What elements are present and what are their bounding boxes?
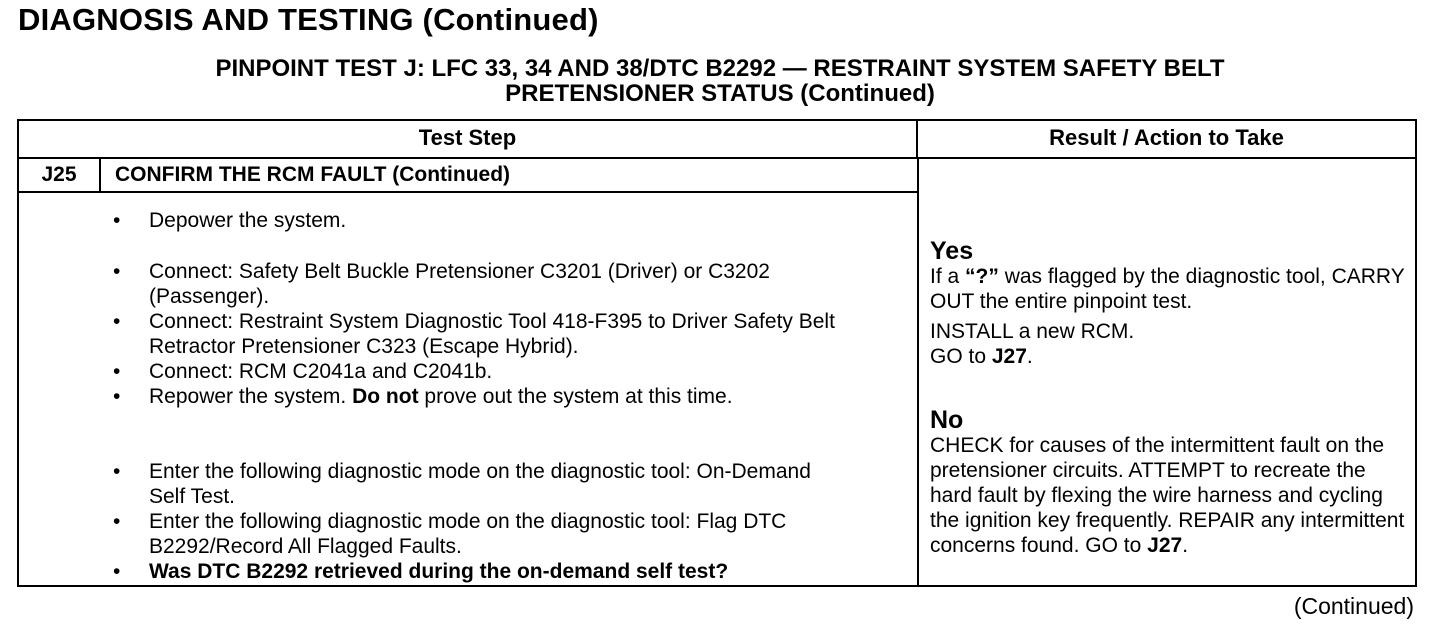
step-divider	[19, 191, 917, 193]
step-item	[113, 259, 839, 309]
step-emphasis: Do not	[352, 385, 419, 408]
continued-label: (Continued)	[1293, 593, 1414, 619]
yes-action: INSTALL a new RCM.	[930, 320, 1135, 343]
pinpoint-test-title	[0, 56, 1440, 106]
bullet-icon: •	[113, 260, 121, 283]
column-divider	[917, 157, 919, 587]
step-text: Depower the system.	[149, 209, 347, 232]
step-question: Was DTC B2292 retrieved during the on-demand self test?	[149, 560, 729, 583]
header-result-action: Result / Action to Take	[1049, 125, 1284, 150]
step-text: prove out the system at this time.	[424, 385, 733, 408]
step-text: Enter the following diagnostic mode on the diagnostic tool: On-Demand Self Test.	[149, 460, 811, 508]
step-name: CONFIRM THE RCM FAULT (Continued)	[115, 163, 511, 186]
step-item	[113, 208, 889, 233]
no-heading: No	[930, 406, 964, 434]
bullet-icon: •	[113, 209, 121, 232]
bullet-icon: •	[113, 310, 121, 333]
step-text: Repower the system.	[149, 385, 347, 408]
no-text: CHECK for causes of the intermittent fault on the pretensioner circuits. ATTEMPT to recreate the hard fault by flexing the wire harness and cycling the ignition key frequently. REPAIR any intermittent concerns found. GO to J27.	[930, 434, 1405, 557]
bullet-icon: •	[113, 385, 121, 408]
bullet-icon: •	[113, 460, 121, 483]
yes-text: If a “?” was flagged by the diagnostic tool, CARRY OUT the entire pinpoint test.	[930, 265, 1405, 313]
bullet-icon: •	[113, 560, 121, 583]
subtitle-line-2: PRETENSIONER STATUS (Continued)	[505, 80, 935, 107]
step-text: Connect: RCM C2041a and C2041b.	[149, 360, 493, 383]
step-text: Connect: Safety Belt Buckle Pretensioner C3201 (Driver) or C3202 (Passenger).	[149, 260, 770, 308]
subtitle-line-1: PINPOINT TEST J: LFC 33, 34 AND 38/DTC B2292 — RESTRAINT SYSTEM SAFETY BELT	[215, 55, 1225, 82]
yes-heading: Yes	[930, 237, 974, 265]
step-item	[113, 459, 829, 509]
pinpoint-test-table	[17, 119, 1417, 587]
result-no	[930, 407, 1410, 558]
bullet-icon: •	[113, 510, 121, 533]
step-text: Connect: Restraint System Diagnostic Tool 418-F395 to Driver Safety Belt Retractor Pretensioner C323 (Escape Hybrid).	[149, 310, 835, 358]
result-yes	[930, 238, 1410, 369]
step-item	[113, 359, 889, 384]
header-test-step: Test Step	[19, 121, 918, 157]
step-id: J25	[19, 159, 101, 191]
step-text: Enter the following diagnostic mode on the diagnostic tool: Flag DTC B2292/Record All Flagged Faults.	[149, 510, 787, 558]
step-item	[113, 509, 877, 559]
step-item	[113, 559, 909, 584]
bullet-icon: •	[113, 360, 121, 383]
step-item	[113, 384, 889, 409]
step-item	[113, 309, 869, 359]
page-title: DIAGNOSIS AND TESTING (Continued)	[18, 2, 599, 37]
yes-goto: GO to J27.	[930, 345, 1033, 368]
